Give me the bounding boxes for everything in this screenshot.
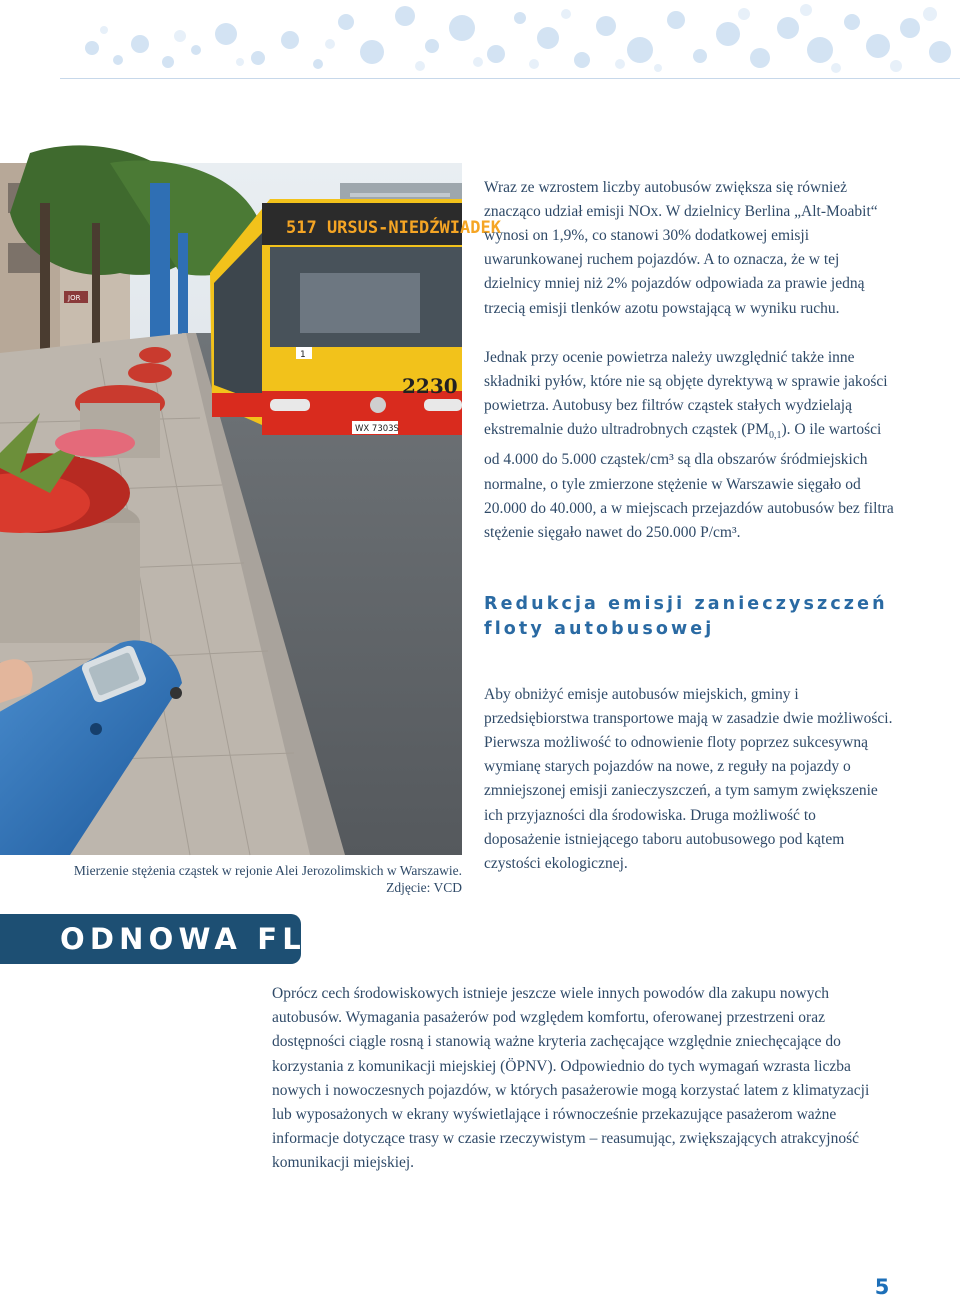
bus-street-illustration	[0, 163, 501, 855]
street-photo	[0, 163, 501, 855]
pm-subscript: 0,1	[768, 430, 782, 442]
paragraph-nox-emissions: Wraz ze wzrostem liczby autobusów zwiększa się również znacząco udział emisji NOx. W dzielnicy Berlina „Alt-Moabit“ wynosi on 1,9%, co stanowi 30% dodatkowej emisji uwarunkowanej ruchem pojazdów. A to oznacza, że w tej dzielnicy mniej niż 2% pojazdów odpowiada za prawie jedną trzecią emisji tlenków azotu powstającą w wyniku ruchu.	[484, 178, 878, 317]
paragraph-options: Aby obniżyć emisje autobusów miejskich, gminy i przedsiębiorstwa transportowe mają w zasadzie dwie możliwości. Pierwsza możliwość to odnowienie floty poprzez sukcesywną wymianę starych pojazdów na nowe, z reguły na pojazdy o zmniejszonej emisji zanieczyszczeń, a tym samym zwiększenie ich przyjazności dla środowiska. Druga możliwość to doposażenie istniejącego taboru autobusowego pod kątem czystości ekologicznej.	[484, 685, 893, 872]
bus-destination-display: 517 URSUS-NIEDŹWIADEK	[286, 218, 501, 238]
shop-sign: JOR	[68, 294, 81, 302]
subheading-emission-reduction: Redukcja emisji zanieczyszczeń floty autobusowej	[484, 594, 888, 639]
section-title: ODNOWA FLOTY	[60, 922, 386, 956]
caption-text: Mierzenie stężenia cząstek w rejonie Alei Jerozolimskich w Warszawie.	[73, 863, 462, 878]
bus-door-number: 1	[300, 350, 306, 360]
paragraph-particles-part1: Jednak przy ocenie powietrza należy uwzględnić także inne składniki pyłów, które nie są objęte dyrektywą w sprawie jakości powietrza. Autobusy bez filtrów cząstek stałych wydzielają ekstremalnie dużo ultradrobnych cząstek (PM	[484, 348, 888, 439]
photo-credit: Zdjęcie: VCD	[386, 880, 462, 895]
page-number: 5	[874, 1275, 890, 1299]
paragraph-particles-part2: ). O ile wartości od 4.000 do 5.000 cząstek/cm³ są dla obszarów śródmiejskich normalne, o tyle zmierzone stężenie w Warszawie sięgało od 20.000 do 40.000, a w miejscach przejazdów autobusów bez filtra stężenie sięgało nawet do 250.000 P/cm³.	[484, 421, 894, 542]
header-rule	[60, 78, 960, 79]
paragraph-particles	[484, 346, 894, 546]
bubble-header-decoration	[0, 0, 960, 82]
bubble-pattern	[0, 0, 960, 82]
bus-license-plate: WX 7303S	[355, 424, 399, 434]
paragraph-fleet-renewal: Oprócz cech środowiskowych istnieje jeszcze wiele innych powodów dla zakupu nowych autobusów. Wymagania pasażerów pod względem komfortu, oferowanej przestrzeni oraz dostępności ciągle rosną i stanowią ważne kryteria zachęcające względnie zniechęcające do korzystania z komunikacji miejskiej (ÖPNV). Odpowiednio do tych wymagań wzrasta liczba nowych i nowoczesnych pojazdów, w których pasażerowie mogą korzystać latem z klimatyzacji lub wyposażonych w ekrany wyświetlające i równocześnie przekazujące pasażerom ważne informacje dotyczące trasy w czasie rzeczywistym – reasumując, zwiększających atrakcyjność komunikacji miejskiej.	[272, 985, 870, 1172]
bus-fleet-number: 2230	[402, 374, 458, 398]
photo-caption	[0, 862, 462, 896]
